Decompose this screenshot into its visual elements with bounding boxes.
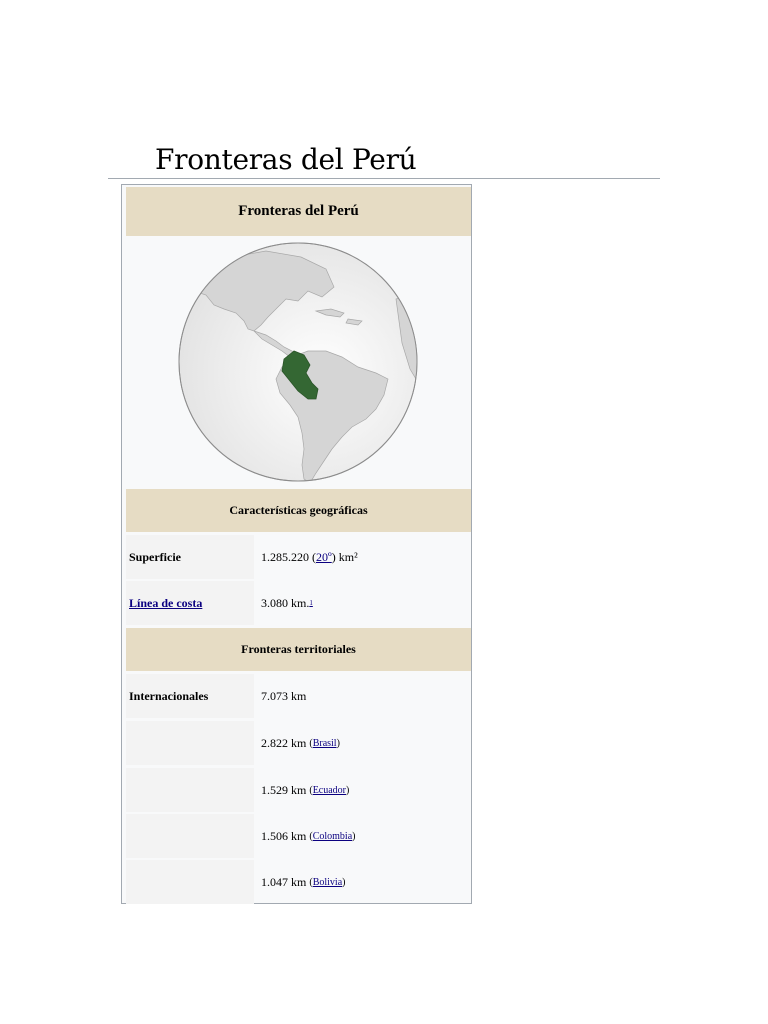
row-costa [126, 581, 471, 625]
border-row: 1.506 km (Colombia) [126, 814, 471, 858]
border-km: 1.047 km [261, 874, 307, 889]
row-superficie [126, 535, 471, 579]
reference-link[interactable]: 1 [309, 599, 313, 607]
rank-link[interactable]: 20º [316, 549, 332, 564]
country-link-bolivia[interactable]: Bolivia [312, 876, 343, 888]
globe-map-image [126, 239, 471, 485]
country-link-colombia[interactable]: Colombia [312, 830, 353, 842]
section-header-fronteras: Fronteras territoriales [126, 628, 471, 671]
border-row: 2.822 km (Brasil) [126, 721, 471, 765]
costa-label [129, 581, 253, 625]
page-title: Fronteras del Perú [155, 143, 417, 176]
infobox [121, 184, 472, 904]
globe-map [126, 239, 471, 485]
row-internacionales [126, 674, 471, 718]
border-row: 1.529 km (Ecuador) [126, 768, 471, 812]
internacionales-value: 7.073 km [261, 688, 307, 703]
superficie-value: 1.285.220 ( 20º ) km² [261, 549, 358, 564]
border-km: 1.529 km [261, 782, 307, 797]
country-link-brasil[interactable]: Brasil [312, 737, 337, 749]
costa-link[interactable]: Línea de costa [129, 595, 203, 610]
internacionales-label: Internacionales [129, 688, 209, 703]
costa-value: 3.080 km. 1 [261, 595, 313, 610]
section-header-geografia: Características geográficas [126, 489, 471, 532]
superficie-label: Superficie [129, 549, 181, 564]
border-row: 1.047 km (Bolivia) [126, 860, 471, 904]
title-divider [108, 178, 660, 179]
border-km: 2.822 km [261, 735, 307, 750]
country-link-ecuador[interactable]: Ecuador [312, 784, 347, 796]
border-km: 1.506 km [261, 828, 307, 843]
infobox-title: Fronteras del Perú [126, 187, 471, 236]
